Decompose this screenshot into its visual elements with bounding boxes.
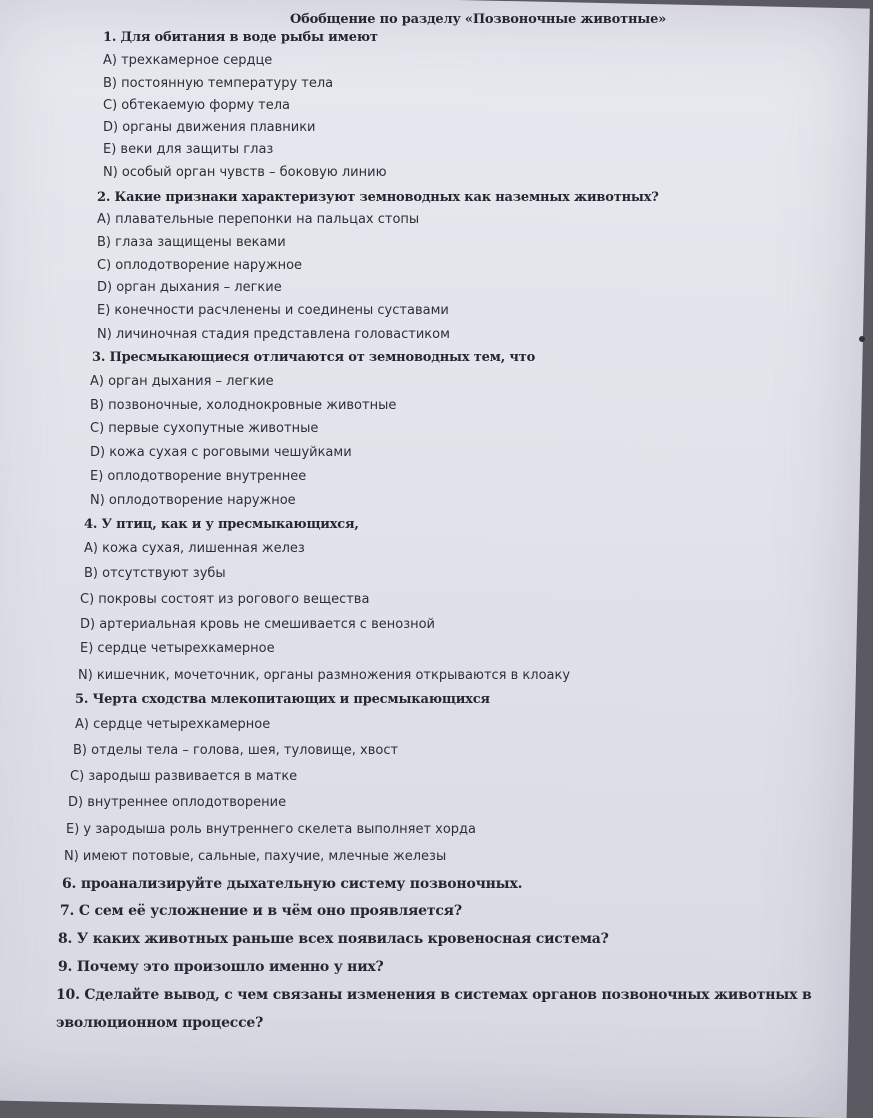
question-6: 6. проанализируйте дыхательную систему позвоночных.: [62, 876, 523, 892]
option: А) сердце четырехкамерное: [75, 717, 271, 732]
option: Е) веки для защиты глаз: [103, 142, 274, 157]
option: N) имеют потовые, сальные, пахучие, млечные железы: [64, 849, 447, 864]
option: Е) у зародыша роль внутреннего скелета выполняет хорда: [66, 822, 477, 837]
option: D) органы движения плавники: [103, 120, 316, 135]
option: D) кожа сухая с роговыми чешуйками: [90, 445, 352, 460]
option: Е) сердце четырехкамерное: [80, 641, 275, 656]
option: Е) оплодотворение внутреннее: [90, 469, 307, 484]
question-5: 5. Черта сходства млекопитающих и пресмыкающихся: [75, 692, 490, 707]
option: Е) конечности расчленены и соединены суставами: [97, 303, 449, 318]
option: N) кишечник, мочеточник, органы размножения открываются в клоаку: [78, 668, 571, 683]
option: А) кожа сухая, лишенная желез: [84, 541, 305, 556]
question-1: 1. Для обитания в воде рыбы имеют: [103, 30, 378, 45]
question-7: 7. С сем её усложнение и в чём оно проявляется?: [60, 903, 462, 919]
option: N) оплодотворение наружное: [90, 493, 296, 508]
question-2: 2. Какие признаки характеризуют земноводных как наземных животных?: [97, 190, 659, 205]
question-4: 4. У птиц, как и у пресмыкающихся,: [84, 517, 359, 532]
ink-dot: [859, 336, 865, 342]
question-8: 8. У каких животных раньше всех появилась кровеносная система?: [58, 931, 609, 947]
question-3: 3. Пресмыкающиеся отличаются от земноводных тем, что: [92, 350, 536, 365]
option: С) обтекаемую форму тела: [103, 98, 291, 113]
question-10: 10. Сделайте вывод, с чем связаны изменения в системах органов позвоночных животных в: [56, 987, 812, 1003]
option: В) глаза защищены веками: [97, 235, 286, 250]
option: С) оплодотворение наружное: [97, 258, 303, 273]
option: С) зародыш развивается в матке: [70, 769, 298, 784]
question-10-continued: эволюционном процессе?: [56, 1015, 264, 1031]
option: В) постоянную температуру тела: [103, 76, 334, 91]
option: В) отделы тела – голова, шея, туловище, хвост: [73, 743, 399, 758]
option: D) внутреннее оплодотворение: [68, 795, 287, 810]
option: В) позвоночные, холоднокровные животные: [90, 398, 397, 413]
option: С) первые сухопутные животные: [90, 421, 319, 436]
option: А) орган дыхания – легкие: [90, 374, 274, 389]
option: N) личиночная стадия представлена головастиком: [97, 327, 450, 342]
option: D) артериальная кровь не смешивается с венозной: [80, 617, 436, 632]
option: D) орган дыхания – легкие: [97, 280, 282, 295]
worksheet-title: Обобщение по разделу «Позвоночные животные»: [290, 12, 667, 27]
option: А) трехкамерное сердце: [103, 53, 273, 68]
option: С) покровы состоят из рогового вещества: [80, 592, 370, 607]
option: А) плавательные перепонки на пальцах стопы: [97, 212, 420, 227]
option: N) особый орган чувств – боковую линию: [103, 165, 387, 180]
question-9: 9. Почему это произошло именно у них?: [58, 959, 384, 975]
option: В) отсутствуют зубы: [84, 566, 226, 581]
